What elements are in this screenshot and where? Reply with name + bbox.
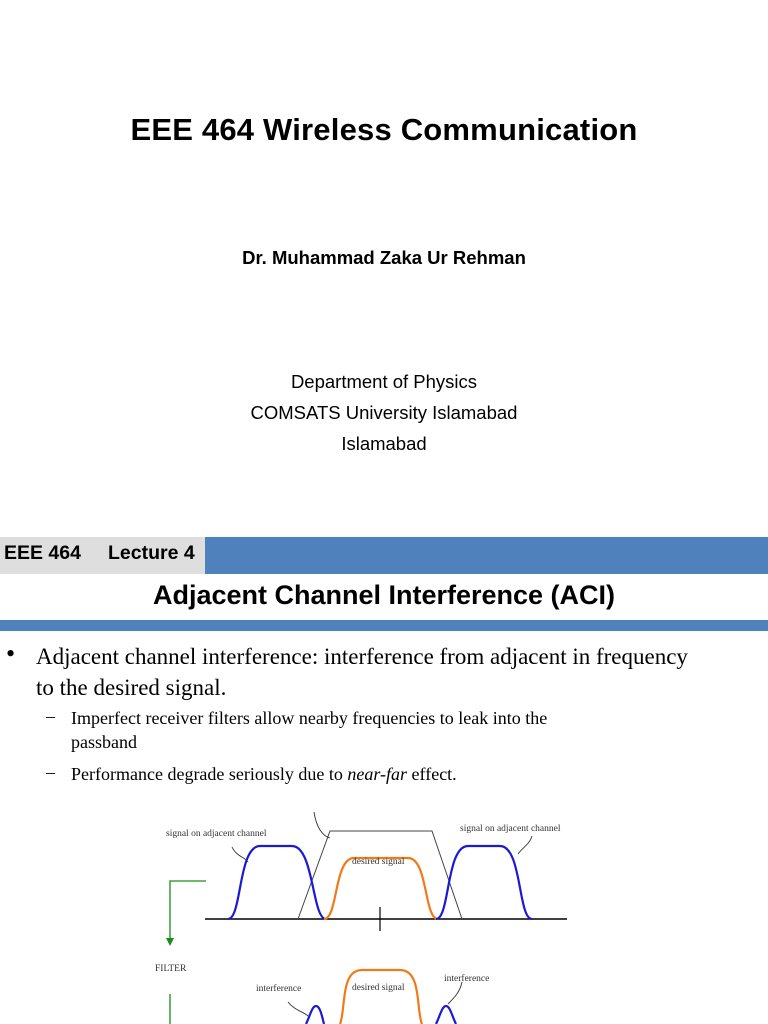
dash-marker: –: [46, 706, 55, 726]
bullet-line: to the desired signal.: [36, 675, 227, 700]
dash-marker: –: [46, 762, 55, 782]
label-desired-bottom: desired signal: [352, 983, 405, 993]
leader-filter: [314, 812, 330, 838]
desired-signal-top: [324, 858, 438, 919]
adjacent-signal-right: [436, 846, 532, 919]
leader-right: [518, 836, 532, 854]
header-course: EEE 464: [4, 542, 81, 564]
bullet-line: Adjacent channel interference: interference from adjacent in frequency: [36, 644, 688, 669]
leader-left: [232, 847, 248, 862]
bullet-marker: •: [6, 639, 16, 668]
affiliation-department: Department of Physics: [290, 371, 478, 392]
affiliation-city: Islamabad: [341, 433, 427, 454]
author-name: Dr. Muhammad Zaka Ur Rehman: [242, 247, 526, 268]
label-interference-right: interference: [444, 974, 490, 984]
label-interference-left: interference: [256, 984, 302, 994]
label-adjacent-left: signal on adjacent channel: [166, 829, 267, 839]
section-title: Adjacent Channel Interference (ACI): [152, 580, 616, 610]
near-far-term: near-far: [347, 764, 408, 784]
interference-right-peak: [436, 1006, 456, 1024]
sub-bullet-text: Performance degrade seriously due to: [71, 764, 348, 784]
aci-diagram: [0, 780, 768, 1024]
sub-bullet-line: Imperfect receiver filters allow nearby frequencies to leak into the: [71, 708, 548, 728]
title-rule: [0, 620, 768, 631]
filter-arrow: [170, 881, 206, 942]
sub-bullet-text: effect.: [407, 764, 457, 784]
label-desired-top: desired signal: [352, 857, 405, 867]
header-lecture: Lecture 4: [108, 542, 195, 564]
desired-signal-bottom: [340, 970, 422, 1024]
label-filter: FILTER: [155, 964, 187, 974]
filter-shape: [298, 831, 462, 919]
leader-interference-right: [448, 982, 462, 1004]
slide-title: EEE 464 Wireless Communication: [130, 112, 638, 147]
adjacent-signal-left: [228, 846, 326, 919]
sub-bullet-filters: [71, 706, 711, 754]
sub-bullet-line: passband: [71, 732, 137, 752]
interference-left-peak: [306, 1006, 324, 1024]
label-adjacent-right: signal on adjacent channel: [460, 824, 561, 834]
bullet-aci-definition: [36, 641, 760, 703]
filter-arrow-head: [166, 938, 174, 946]
header-band-right: [205, 537, 768, 574]
leader-interference-left: [288, 1002, 308, 1016]
affiliation-university: COMSATS University Islamabad: [250, 402, 518, 423]
